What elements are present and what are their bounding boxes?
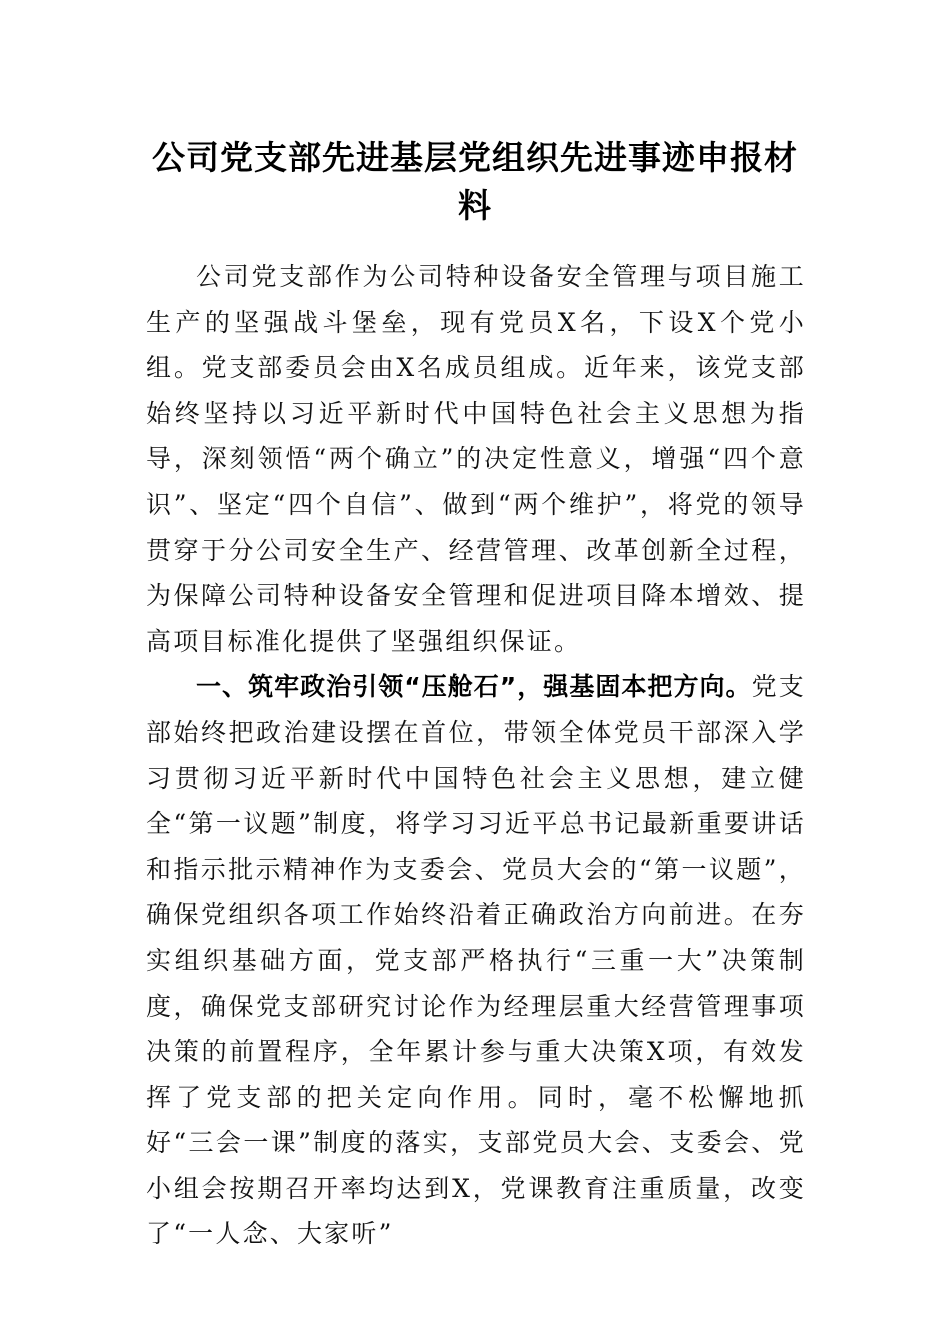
document-title: 公司党支部先进基层党组织先进事迹申报材料 (152, 138, 798, 226)
paragraph-intro (146, 254, 806, 664)
paragraph-section-1 (146, 664, 806, 1257)
section-1-heading: 一、筑牢政治引领“压舱石”，强基固本把方向。 (196, 672, 752, 702)
section-1-text: 党支部始终把政治建设摆在首位，带领全体党员干部深入学习贯彻习近平新时代中国特色社会主义思想，建立健全“第一议题”制度，将学习习近平总书记最新重要讲话和指示批示精神作为支委会、党员大会的“第一议题”，确保党组织各项工作始终沿着正确政治方向前进。在夯实组织基础方面，党支部严格执行“三重一大”决策制度，确保党支部研究讨论作为经理层重大经营管理事项决策的前置程序，全年累计参与重大决策X项，有效发挥了党支部的把关定向作用。同时，毫不松懈地抓好“三会一课”制度的落实，支部党员大会、支委会、党小组会按期召开率均达到X，党课教育注重质量，改变了“一人念、大家听” (146, 672, 806, 1249)
paragraph-intro-text: 公司党支部作为公司特种设备安全管理与项目施工生产的坚强战斗堡垒，现有党员X名，下设X个党小组。党支部委员会由X名成员组成。近年来，该党支部始终坚持以习近平新时代中国特色社会主义思想为指导，深刻领悟“两个确立”的决定性意义，增强“四个意识”、坚定“四个自信”、做到“两个维护”，将党的领导贯穿于分公司安全生产、经营管理、改革创新全过程，为保障公司特种设备安全管理和促进项目降本增效、提高项目标准化提供了坚强组织保证。 (146, 262, 806, 656)
document-body (146, 254, 806, 1257)
